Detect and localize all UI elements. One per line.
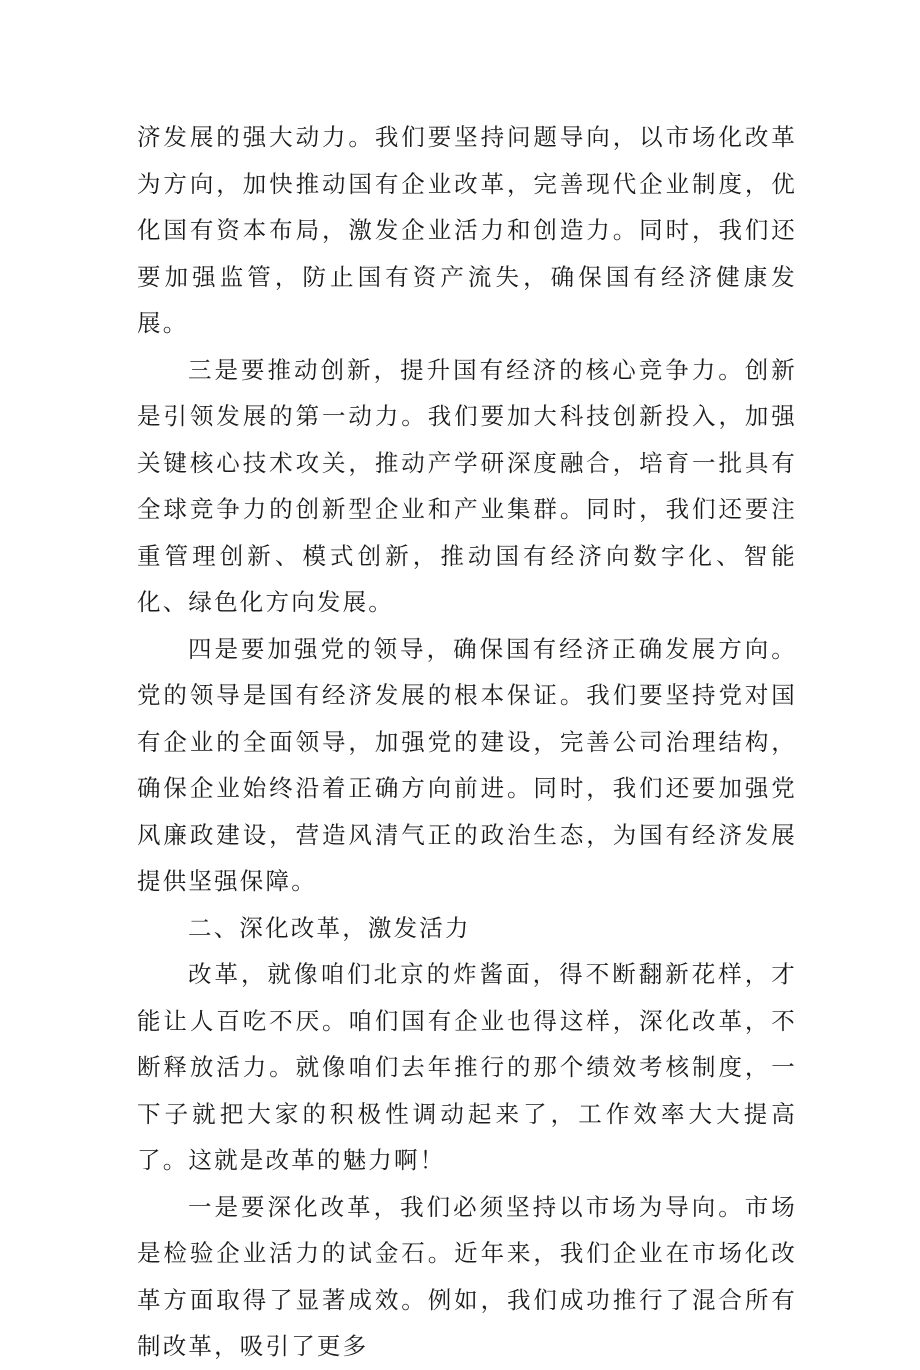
paragraph-innovation: 三是要推动创新，提升国有经济的核心竞争力。创新是引领发展的第一动力。我们要加大科技创新投入，加强关键核心技术攻关，推动产学研深度融合，培育一批具有全球竞争力的创新型企业和产业集群。同时，我们还要注重管理创新、模式创新，推动国有经济向数字化、智能化、绿色化方向发展。 [137,355,797,616]
paragraph-reform-intro: 改革，就像咱们北京的炸酱面，得不断翻新花样，才能让人百吃不厌。咱们国有企业也得这样，深化改革，不断释放活力。就像咱们去年推行的那个绩效考核制度，一下子就把大家的积极性调动起来了，工作效率大大提高了。这就是改革的魅力啊！ [137,960,797,1174]
section-heading: 二、深化改革，激发活力 [188,913,471,942]
paragraph-party-leadership: 四是要加强党的领导，确保国有经济正确发展方向。党的领导是国有经济发展的根本保证。我们要坚持党对国有企业的全面领导，加强党的建设，完善公司治理结构，确保企业始终沿着正确方向前进。同时，我们还要加强党风廉政建设，营造风清气正的政治生态，为国有经济发展提供坚强保障。 [137,634,797,895]
document-body [137,114,797,1370]
paragraph-continuation: 济发展的强大动力。我们要坚持问题导向，以市场化改革为方向，加快推动国有企业改革，完善现代企业制度，优化国有资本布局，激发企业活力和创造力。同时，我们还要加强监管，防止国有资产流失，确保国有经济健康发展。 [137,123,797,337]
paragraph-market-orientation: 一是要深化改革，我们必须坚持以市场为导向。市场是检验企业活力的试金石。近年来，我们企业在市场化改革方面取得了显著成效。例如，我们成功推行了混合所有制改革，吸引了更多 [137,1192,797,1360]
